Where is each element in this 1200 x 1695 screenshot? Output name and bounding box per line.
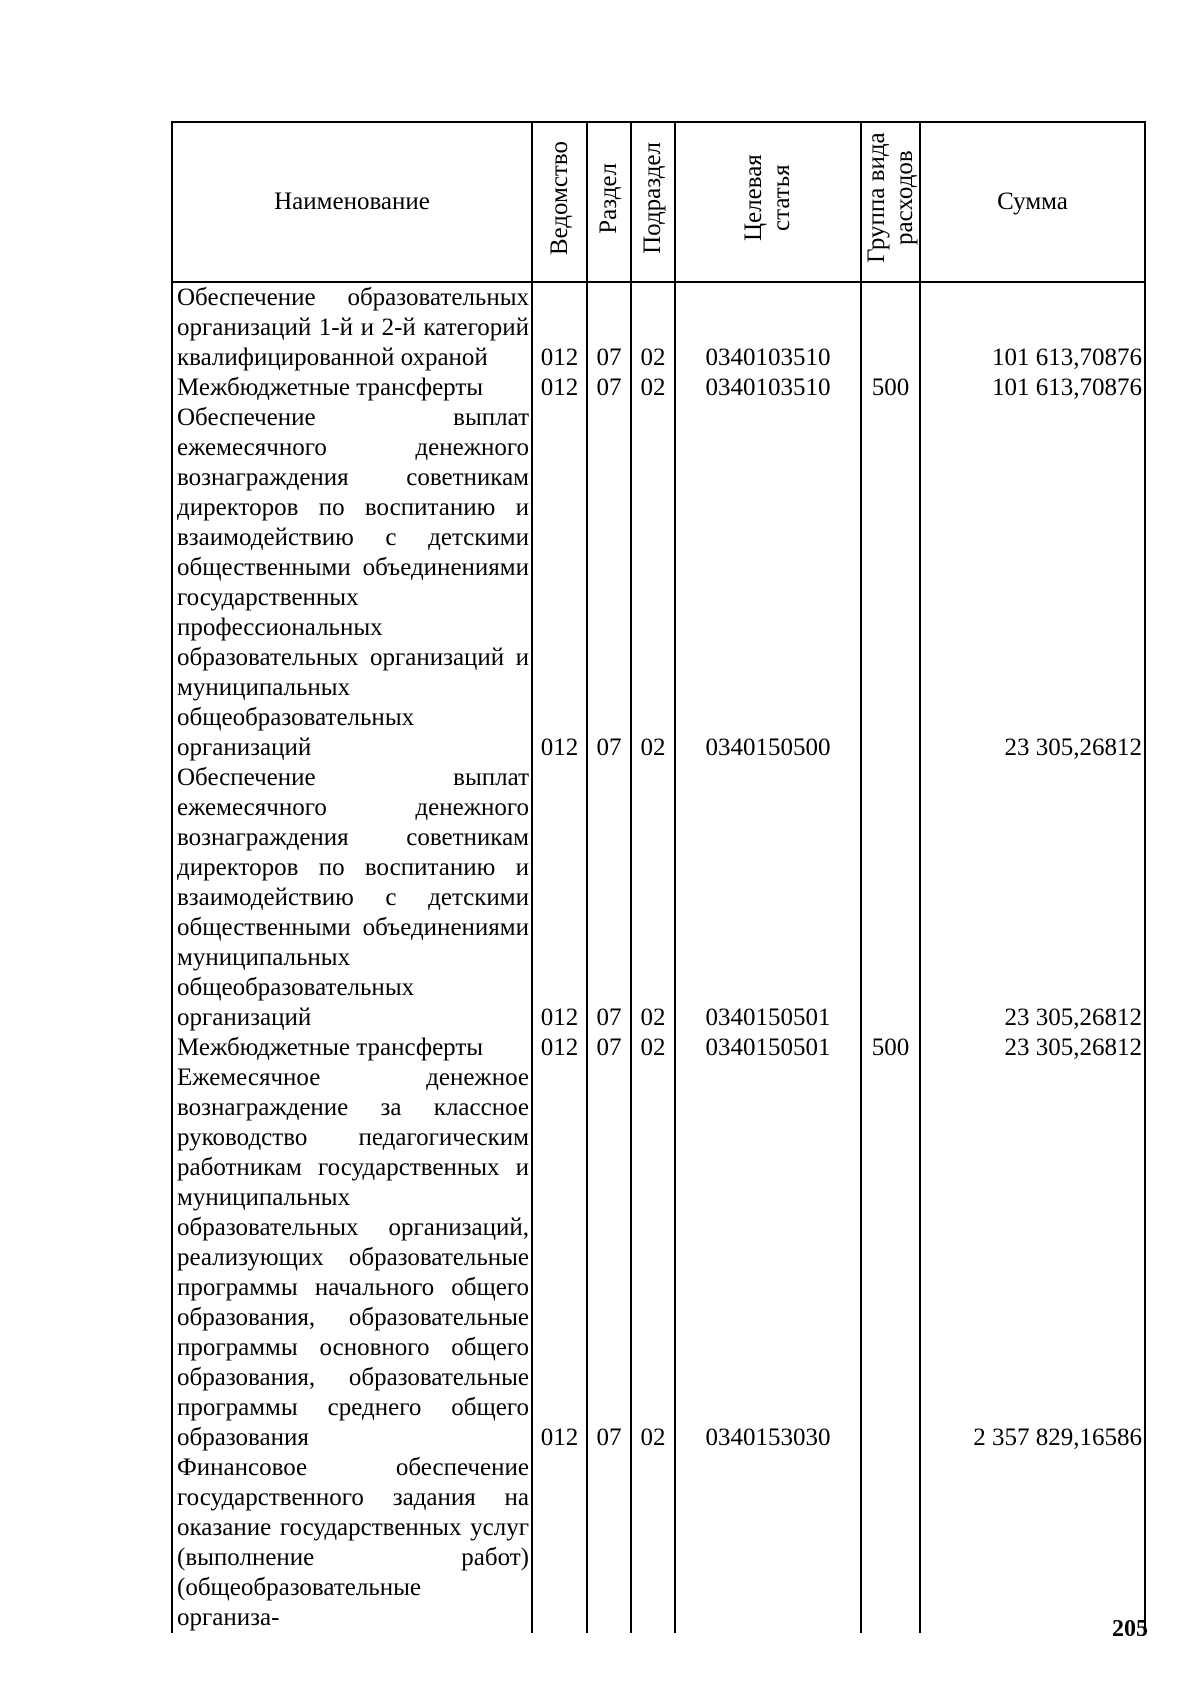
table-row <box>172 763 1145 1033</box>
row-vedomstvo: 012 <box>532 373 587 403</box>
row-gruppa <box>861 282 920 373</box>
row-podrazdel: 02 <box>631 282 675 373</box>
row-name: Обеспечение выплат ежемесячного денежного вознаграждения советникам директоров по воспитанию и взаимодействию с детскими общественными объединениями муниципальных общеобразовательных организаций <box>172 763 532 1033</box>
table-header-row <box>172 122 1145 282</box>
row-summa: 23 305,26812 <box>920 763 1145 1033</box>
row-summa: 101 613,70876 <box>920 282 1145 373</box>
row-razdel: 07 <box>587 763 631 1033</box>
row-gruppa <box>861 763 920 1033</box>
row-gruppa <box>861 1453 920 1633</box>
row-celevaya: 0340150501 <box>675 763 861 1033</box>
table-row <box>172 282 1145 373</box>
row-celevaya: 0340103510 <box>675 373 861 403</box>
row-name: Обеспечение выплат ежемесячного денежного вознаграждения советникам директоров по воспитанию и взаимодействию с детскими общественными объединениями государственных профессиональных образовательных организаций и муниципальных общеобразовательных организаций <box>172 403 532 763</box>
row-summa <box>920 1453 1145 1633</box>
row-razdel: 07 <box>587 1033 631 1063</box>
row-name: Межбюджетные трансферты <box>172 373 532 403</box>
header-gruppa: Группа вида расходов <box>861 122 920 282</box>
row-gruppa <box>861 403 920 763</box>
row-name: Ежемесячное денежное вознаграждение за классное руководство педагогическим работникам государственных и муниципальных образовательных организаций, реализующих образовательные программы начального общего образования, образовательные программы основного общего образования, образовательные программы среднего общего образования <box>172 1063 532 1453</box>
row-gruppa <box>861 1063 920 1453</box>
row-gruppa: 500 <box>861 1033 920 1063</box>
row-name: Финансовое обеспечение государственного задания на оказание государственных услуг (выполнение работ) (общеобразовательные организа- <box>172 1453 532 1633</box>
row-celevaya: 0340150501 <box>675 1033 861 1063</box>
row-celevaya: 0340103510 <box>675 282 861 373</box>
row-name: Межбюджетные трансферты <box>172 1033 532 1063</box>
header-razdel: Раздел <box>587 122 631 282</box>
table-row <box>172 373 1145 403</box>
row-podrazdel: 02 <box>631 403 675 763</box>
row-razdel <box>587 1453 631 1633</box>
row-podrazdel <box>631 1453 675 1633</box>
header-celevaya: Целевая статья <box>675 122 861 282</box>
row-celevaya <box>675 1453 861 1633</box>
row-razdel: 07 <box>587 403 631 763</box>
row-name: Обеспечение образовательных организаций 1-й и 2-й категорий квалифицированной охраной <box>172 282 532 373</box>
table-row <box>172 403 1145 763</box>
row-summa: 23 305,26812 <box>920 1033 1145 1063</box>
row-podrazdel: 02 <box>631 1033 675 1063</box>
header-summa: Сумма <box>920 122 1145 282</box>
table-row <box>172 1453 1145 1633</box>
page-number: 205 <box>1112 1616 1148 1642</box>
row-summa: 101 613,70876 <box>920 373 1145 403</box>
row-vedomstvo <box>532 1453 587 1633</box>
row-summa: 23 305,26812 <box>920 403 1145 763</box>
table-row <box>172 1033 1145 1063</box>
header-podrazdel: Подраздел <box>631 122 675 282</box>
row-razdel: 07 <box>587 373 631 403</box>
table-row <box>172 1063 1145 1453</box>
row-podrazdel: 02 <box>631 1063 675 1453</box>
row-vedomstvo: 012 <box>532 1033 587 1063</box>
row-summa: 2 357 829,16586 <box>920 1063 1145 1453</box>
header-vedomstvo: Ведомство <box>532 122 587 282</box>
row-podrazdel: 02 <box>631 763 675 1033</box>
row-podrazdel: 02 <box>631 373 675 403</box>
row-celevaya: 0340150500 <box>675 403 861 763</box>
row-vedomstvo: 012 <box>532 763 587 1033</box>
row-celevaya: 0340153030 <box>675 1063 861 1453</box>
header-name: Наименование <box>172 122 532 282</box>
row-gruppa: 500 <box>861 373 920 403</box>
row-vedomstvo: 012 <box>532 1063 587 1453</box>
row-vedomstvo: 012 <box>532 403 587 763</box>
row-razdel: 07 <box>587 1063 631 1453</box>
budget-table <box>171 121 1146 1633</box>
row-razdel: 07 <box>587 282 631 373</box>
row-vedomstvo: 012 <box>532 282 587 373</box>
